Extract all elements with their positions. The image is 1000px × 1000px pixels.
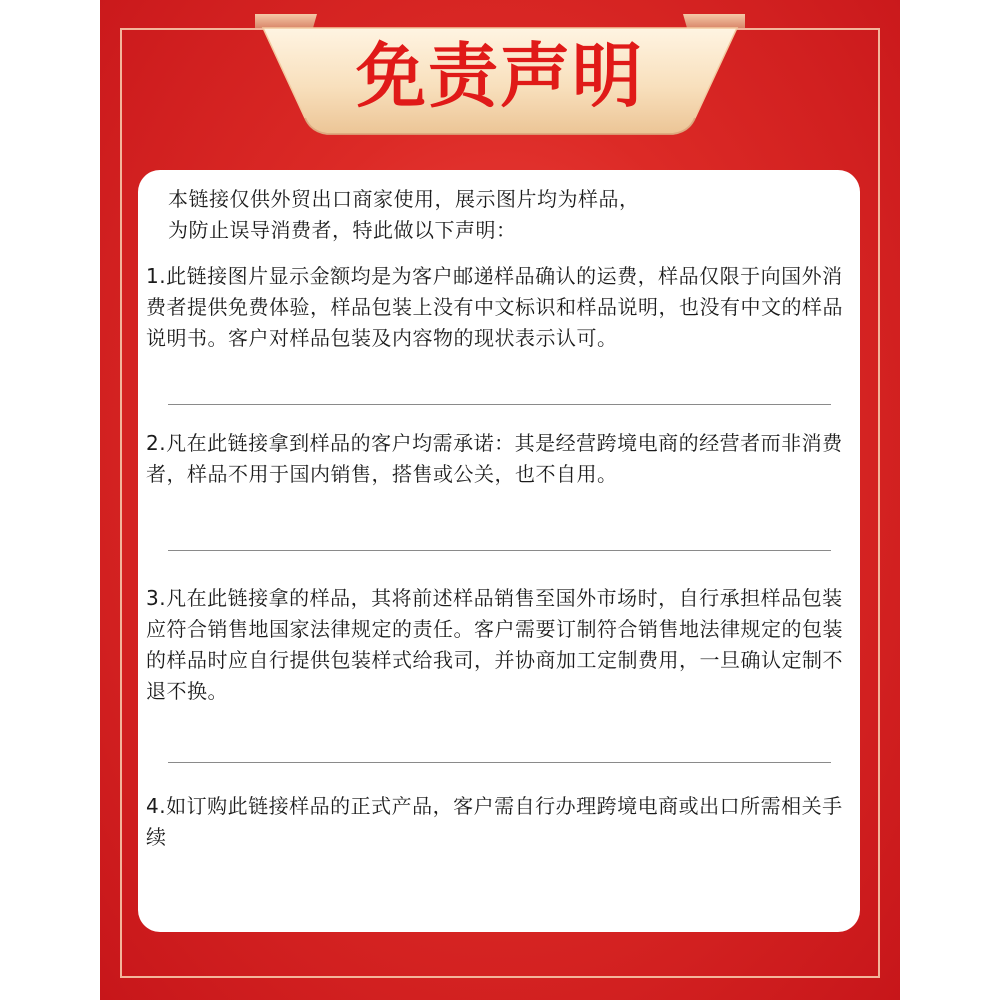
- disclaimer-card: [138, 170, 860, 932]
- intro-text: [168, 184, 808, 246]
- page-title: 免责声明: [356, 35, 644, 117]
- clause-item: 1.此链接图片显示金额均是为客户邮递样品确认的运费，样品仅限于向国外消费者提供免费体验，样品包装上没有中文标识和样品说明，也没有中文的样品说明书。客户对样品包装及内容物的现状表示认可。: [146, 264, 843, 350]
- intro-line: 本链接仅供外贸出口商家使用，展示图片均为样品，: [168, 187, 640, 211]
- divider: [168, 404, 831, 405]
- clause-item: 2.凡在此链接拿到样品的客户均需承诺：其是经营跨境电商的经营者而非消费者，样品不用于国内销售，搭售或公关，也不自用。: [146, 431, 843, 486]
- clause-item: 4.如订购此链接样品的正式产品，客户需自行办理跨境电商或出口所需相关手续: [146, 794, 843, 849]
- intro-line: 为防止误导消费者，特此做以下声明：: [168, 218, 517, 242]
- disclaimer-panel: [100, 0, 900, 1000]
- title-banner: [255, 14, 745, 140]
- divider: [168, 550, 831, 551]
- divider: [168, 762, 831, 763]
- clause-item: 3.凡在此链接拿的样品，其将前述样品销售至国外市场时，自行承担样品包装应符合销售地国家法律规定的责任。客户需要订制符合销售地法律规定的包装的样品时应自行提供包装样式给我司，并协商加工定制费用，一旦确认定制不退不换。: [146, 586, 843, 703]
